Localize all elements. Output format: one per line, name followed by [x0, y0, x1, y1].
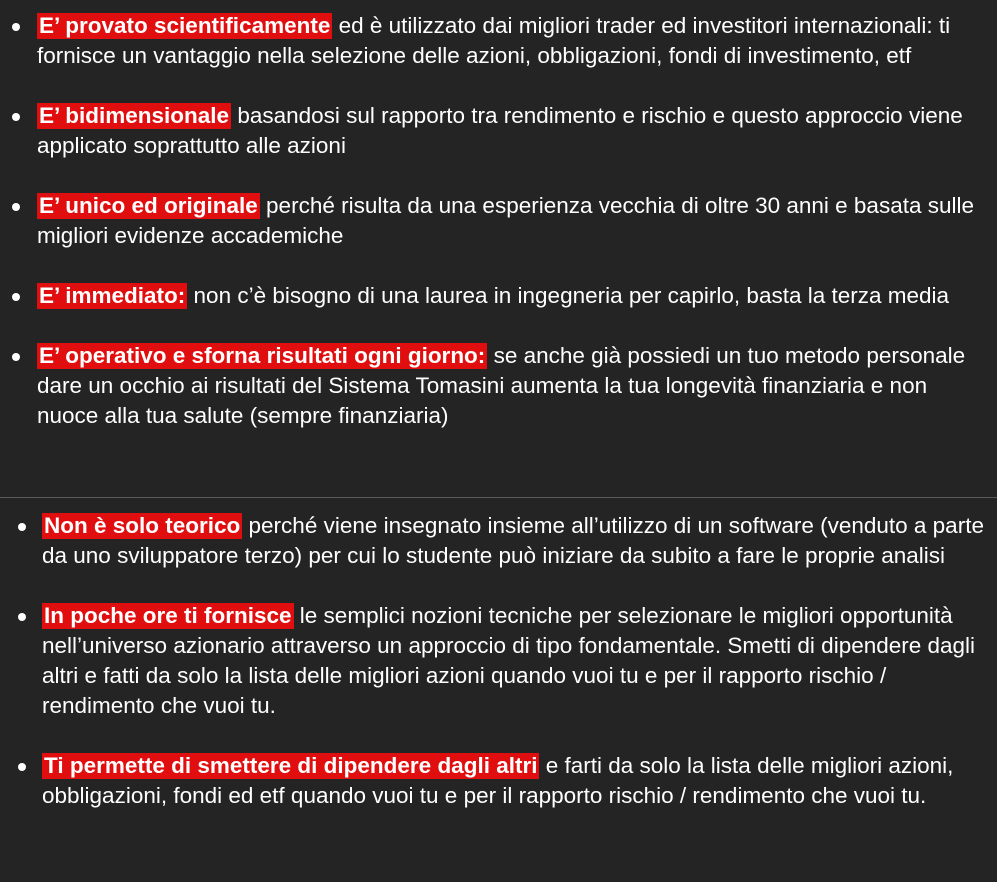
- bullet-dot-icon: [12, 353, 20, 361]
- list-item: [0, 281, 997, 311]
- list-item: [0, 101, 997, 161]
- bullet-dot-icon: [12, 293, 20, 301]
- bullet-dot-icon: [18, 613, 26, 621]
- list-item: [0, 11, 997, 71]
- highlighted-phrase: Ti permette di smettere di dipendere dagli altri: [44, 753, 538, 778]
- highlighted-phrase: E’ bidimensionale: [39, 103, 230, 128]
- bullet-dot-icon: [12, 23, 20, 31]
- item-text: non c’è bisogno di una laurea in ingegneria per capirlo, basta la terza media: [187, 283, 950, 308]
- list-item: [0, 751, 997, 811]
- item-text: perché viene insegnato insieme all’utilizzo di un software (venduto a parte da uno sviluppatore terzo) per cui lo studente può iniziare da subito a fare le proprie analisi: [42, 513, 984, 568]
- bottom-feature-list: [0, 498, 997, 811]
- item-text: se anche già possiedi un tuo metodo personale dare un occhio ai risultati del Sistema Tomasini aumenta la tua longevità finanziaria e non nuoce alla tua salute (sempre finanziaria): [37, 343, 966, 428]
- highlighted-phrase: Non è solo teorico: [44, 513, 241, 538]
- item-text: ed è utilizzato dai migliori trader ed investitori internazionali: ti fornisce un vantaggio nella selezione delle azioni, obbligazioni, fondi di investimento, etf: [37, 13, 951, 68]
- top-feature-list: [0, 0, 997, 431]
- bullet-dot-icon: [18, 523, 26, 531]
- bottom-feature-section: [0, 498, 997, 811]
- highlighted-phrase: E’ operativo e sforna risultati ogni giorno:: [39, 343, 486, 368]
- list-item: [0, 191, 997, 251]
- highlighted-phrase: E’ immediato:: [39, 283, 186, 308]
- bullet-dot-icon: [18, 763, 26, 771]
- bullet-dot-icon: [12, 113, 20, 121]
- highlighted-phrase: E’ provato scientificamente: [39, 13, 331, 38]
- highlighted-phrase: In poche ore ti fornisce: [44, 603, 292, 628]
- item-text: le semplici nozioni tecniche per selezionare le migliori opportunità nell’universo azionario attraverso un approccio di tipo fondamentale. Smetti di dipendere dagli altri e fatti da solo la lista delle migliori azioni quando vuoi tu e per il rapporto rischio / rendimento che vuoi tu.: [42, 603, 976, 718]
- list-item: [0, 601, 997, 721]
- item-text: basandosi sul rapporto tra rendimento e rischio e questo approccio viene applicato soprattutto alle azioni: [37, 103, 963, 158]
- list-item: [0, 511, 997, 571]
- item-text: perché risulta da una esperienza vecchia di oltre 30 anni e basata sulle migliori evidenze accademiche: [37, 193, 974, 248]
- list-item: [0, 341, 997, 431]
- highlighted-phrase: E’ unico ed originale: [39, 193, 258, 218]
- item-text: e farti da solo la lista delle migliori azioni, obbligazioni, fondi ed etf quando vuoi tu e per il rapporto rischio / rendimento che vuoi tu.: [42, 753, 954, 808]
- bullet-dot-icon: [12, 203, 20, 211]
